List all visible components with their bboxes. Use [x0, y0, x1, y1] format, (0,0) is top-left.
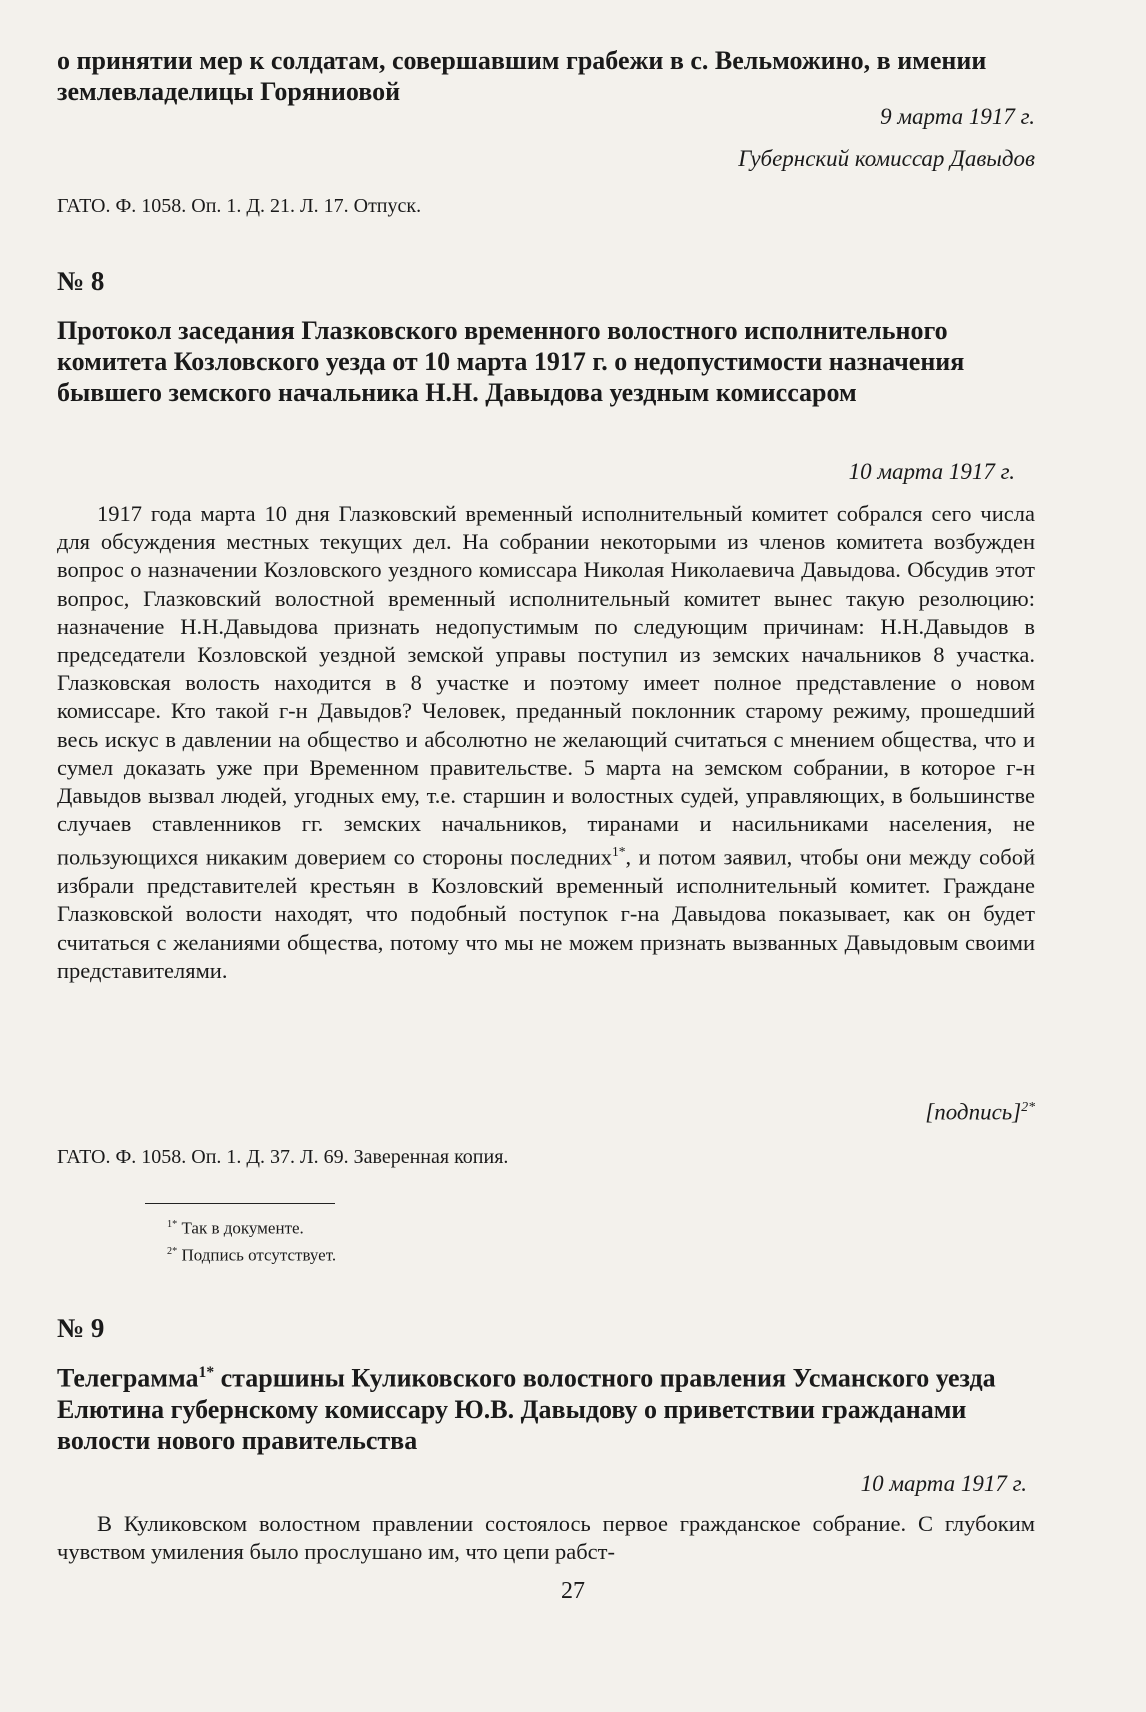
- doc9-body-text: В Куликовском волостном правлении состоялось первое гражданское собрание. С глубоким чувством умиления было прослушано им, что цепи рабст-: [57, 1511, 1035, 1565]
- footnote-divider: [145, 1203, 335, 1204]
- doc8-title: Протокол заседания Глазковского временного волостного исполнительного комитета Козловского уезда от 10 марта 1917 г. о недопустимости назначения бывшего земского начальника Н.Н. Давыдова уездным комиссаром: [57, 316, 965, 407]
- footnote-ref-1: 1*: [611, 844, 626, 860]
- footnote-1: [167, 1213, 767, 1240]
- doc9-number: № 9: [57, 1313, 105, 1343]
- footnote-2: [167, 1240, 767, 1267]
- page-number: 27: [561, 1578, 585, 1604]
- prev-doc-section: [57, 45, 1035, 107]
- footnote-2-mark: 2*: [167, 1246, 178, 1257]
- prev-doc-date: 9 марта 1917 г.: [880, 104, 1035, 129]
- doc8-header: [57, 315, 1035, 408]
- prev-doc-title: о принятии мер к солдатам, совершавшим грабежи в с. Вельможино, в имении землевладелицы Горяниовой: [57, 46, 987, 106]
- doc8-body-text-a: 1917 года марта 10 дня Глазковский временный исполнительный комитет собрался сего числа для обсуждения местных текущих дел. На собрании некоторыми из членов комитета возбужден вопрос о назначении Козловского уездного комиссара Николая Николаевича Давыдова. Обсудив этот вопрос, Глазковский волостной временный исполнительный комитет вынес такую резолюцию: назначение Н.Н.Давыдова признать недопустимым по следующим причинам: Н.Н.Давыдов в председатели Козловской уездной земской управы поступил из земских начальников 8 участка. Глазковская волость находится в 8 участке и поэтому имеет полное представление о новом комиссаре. Кто такой г-н Давыдов? Человек, преданный поклонник старому режиму, прошедший весь искус в давлении на общество и абсолютно не желающий считаться с мнением общества, что и сумел доказать уже при Временном правительстве. 5 марта на земском собрании, в которое г-н Давыдов вызвал людей, угодных ему, т.е. старшин и волостных судей, управляющих, в большинстве случаев ставленников гг. земских начальников, тиранами и насильниками населения, не пользующихся никаким доверием со стороны последних: [57, 501, 1035, 870]
- doc8-signature-text: [подпись]: [925, 1099, 1022, 1125]
- doc9-title-a: Телеграмма: [57, 1363, 199, 1393]
- doc9-title-mark: 1*: [198, 1364, 215, 1381]
- doc9-header: [57, 1357, 1035, 1456]
- footnote-2-text: Подпись отсутствует.: [181, 1245, 337, 1265]
- doc9-title-b: старшины Куликовского волостного правления Усманского уезда Елютина губернскому комиссару Ю.В. Давыдову о приветствии гражданами волости нового правительства: [57, 1363, 996, 1455]
- doc9-title: [57, 1357, 1017, 1456]
- doc8-date: 10 марта 1917 г.: [848, 459, 1015, 484]
- footnote-1-mark: 1*: [167, 1219, 178, 1230]
- doc9-body: [57, 1510, 1035, 1566]
- doc9-date: 10 марта 1917 г.: [860, 1471, 1027, 1496]
- doc8-body-text-b: , и потом заявил, чтобы они между собой избрали представителей крестьян в Козловский временный исполнительный комитет. Граждане Глазковской волости находят, что подобный поступок г-на Давыдова показывает, как он будет считаться с желаниями общества, потому что мы не можем признать вызванных Давыдовым своими представителями.: [57, 844, 1035, 983]
- doc8-signature: [57, 1093, 1035, 1127]
- prev-doc-source: ГАТО. Ф. 1058. Оп. 1. Д. 21. Л. 17. Отпуск.: [57, 195, 422, 217]
- footnote-1-text: Так в документе.: [181, 1218, 304, 1238]
- doc8-source: ГАТО. Ф. 1058. Оп. 1. Д. 37. Л. 69. Заверенная копия.: [57, 1146, 509, 1168]
- footnote-ref-2: 2*: [1021, 1099, 1035, 1114]
- prev-doc-signature: Губернский комиссар Давыдов: [738, 146, 1035, 171]
- doc8-body: [57, 500, 1035, 985]
- doc8-number: № 8: [57, 266, 105, 296]
